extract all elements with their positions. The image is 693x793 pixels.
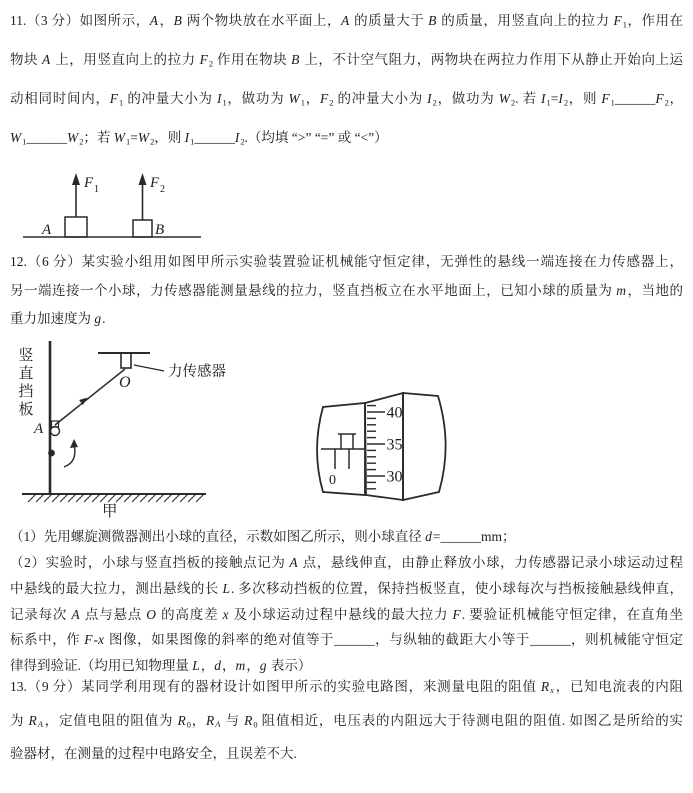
q11-line-3: 动相同时间内，$F_1$ 的冲量大小为 $I_1$，做功为 $W_1$，$F_2$ 的冲量大小为 $I_2$，做功为 $W_2$. 若 $I_1=I_2$，则 $F_1\_\_\_\_\_\_F_2$， [10,91,683,108]
question-11 [10,1,683,157]
sub2-line-5: 律得到验证.（均用已知物理量 L，d，m，g 表示） [10,658,312,674]
block-a [65,217,87,237]
figure-jia-caption: 甲 [102,503,118,520]
figure-yi-micrometer [313,388,455,508]
svg-text:30: 30 [386,468,403,486]
point-a-label: A [34,421,44,437]
svg-text:直: 直 [18,366,34,382]
ball-at-a [51,427,60,436]
question-12-part-2 [10,550,683,679]
main-scale-zero: 0 [329,473,336,488]
question-13 [10,670,683,771]
point-o-label: O [119,374,131,391]
svg-text:2: 2 [160,184,165,195]
force-arrow-f2 [139,173,147,220]
block-b-label: B [155,222,165,238]
svg-text:F: F [84,175,94,191]
svg-text:挡: 挡 [18,384,34,400]
q11-line-1: 11.（3 分）如图所示，A，B 两个物块放在水平面上，A 的质量大于 B 的质量，用竖直向上的拉力 $F_1$，作用在 [10,13,684,30]
swing-direction-arrow [64,439,78,467]
svg-text:40: 40 [386,404,403,422]
q11-line-4: $W_1\_\_\_\_\_\_W_2$；若 $W_1=W_2$，则 $I_1\_\_\_\_\_\_I_2$.（均填 “>” “=” 或 “<”） [10,130,388,147]
q11-line-2: 物块 A 上，用竖直向上的拉力 $F_2$ 作用在物块 B 上，不计空气阻力，两物块在两拉力作用下从静止开始向上运 [10,52,684,69]
suspension-string [55,369,125,425]
question-12 [10,248,683,334]
f2-label [149,175,165,195]
ratchet-body [403,393,446,500]
thimble-scale-ticks [367,406,385,489]
svg-text:35: 35 [386,436,403,454]
force-arrow-f1 [72,173,80,217]
f1-label [83,175,99,195]
svg-text:竖: 竖 [18,348,34,364]
block-a-label: A [42,222,52,238]
sub2-line-3: 记录每次 A 点与悬点 O 的高度差 x 及小球运动过程中悬线的最大拉力 F. 要验证机械能守恒定律，在直角坐 [10,606,684,622]
vertical-board-label [18,347,33,418]
sub2-line-4: 标系中，作 F-x 图像，如果图像的斜率的绝对值等于______，与纵轴的截距大小等于______，则机械能守恒定 [10,632,684,648]
ball-lower-position [48,450,55,457]
ground-hatching [28,494,204,502]
q12-line-2: 另一端连接一个小球，力传感器能测量悬线的拉力，竖直挡板立在水平地面上，已知小球的质量为 m，当地的 [10,282,683,298]
figure-jia-apparatus [10,336,250,526]
sensor-leader-line [134,365,164,371]
main-scale-marks [335,434,356,469]
figure-blocks [22,166,232,248]
q13-line-3: 验器材，在测量的过程中电路安全，且误差不大. [10,746,297,761]
q12-line-1: 12.（6 分）某实验小组用如图甲所示实验装置验证机械能守恒定律，无弹性的悬线一端连接在力传感器上， [10,254,683,269]
sub1-line: （1）先用螺旋测微器测出小球的直径，示数如图乙所示，则小球直径 d=______mm； [10,529,516,544]
force-sensor-label: 力传感器 [168,364,226,380]
question-12-part-1 [10,524,683,550]
block-b [133,220,152,237]
q13-line-1: 13.（9 分）某同学利用现有的器材设计如图甲所示的实验电路图，来测量电阻的阻值 $R_x$，已知电流表的内阻 [10,679,684,696]
q12-line-3: 重力加速度为 g. [10,311,106,326]
svg-text:1: 1 [94,184,99,195]
svg-text:F: F [150,175,160,191]
sub2-line-2: 中悬线的最大拉力，测出悬线的长 L. 多次移动挡板的位置，保持挡板竖直，使小球每次与挡板接触悬线伸直， [10,580,684,596]
q13-line-2: 为 $R_A$，定值电阻的阻值为 $R_0$，$R_A$ 与 $R_0$ 阻值相近，电压表的内阻远大于待测电阻的阻值. 如图乙是所给的实 [10,712,684,729]
thimble-scale-labels [387,405,403,486]
svg-text:板: 板 [18,402,34,418]
force-sensor [121,353,131,368]
sub2-line-1: （2）实验时，小球与竖直挡板的接触点记为 A 点，悬线伸直，由静止释放小球，力传感器记录小球运动过程 [10,555,683,570]
